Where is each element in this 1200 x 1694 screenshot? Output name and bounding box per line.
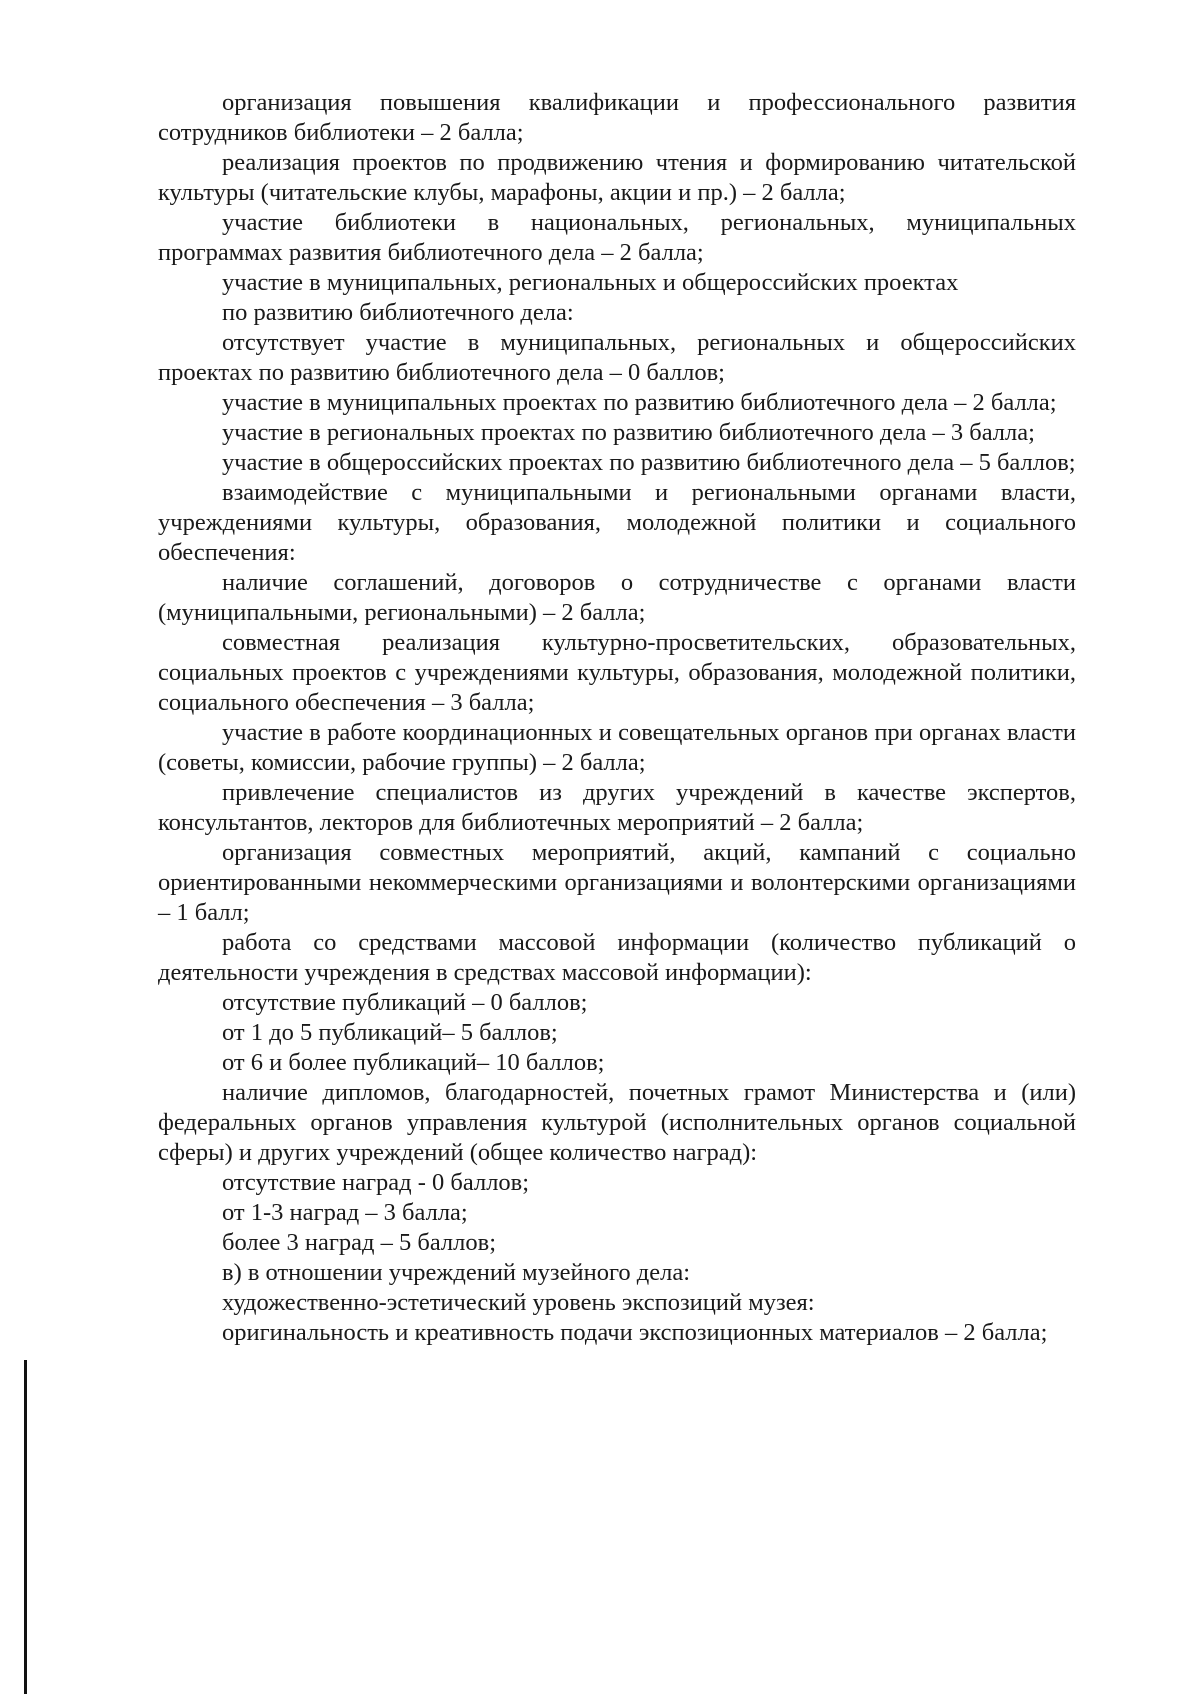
document-paragraph: совместная реализация культурно-просветительских, образовательных, социальных проектов с учреждениями культуры, образования, молодежной политики, социального обеспечения – 3 балла; — [158, 629, 1076, 716]
document-paragraph: организация повышения квалификации и профессионального развития сотрудников библиотеки – 2 балла; — [158, 89, 1076, 146]
document-paragraph: более 3 наград – 5 баллов; — [222, 1229, 496, 1256]
document-paragraph: наличие дипломов, благодарностей, почетных грамот Министерства и (или) федеральных органов управления культурой (исполнительных органов социальной сферы) и других учреждений (общее количество наград): — [158, 1079, 1076, 1166]
document-paragraph: наличие соглашений, договоров о сотрудничестве с органами власти (муниципальными, региональными) – 2 балла; — [158, 569, 1076, 626]
document-paragraph: от 1 до 5 публикаций– 5 баллов; — [222, 1019, 558, 1046]
document-paragraph: отсутствие наград - 0 баллов; — [222, 1169, 530, 1196]
document-paragraph: оригинальность и креативность подачи экспозиционных материалов – 2 балла; — [222, 1319, 1048, 1346]
document-paragraph: реализация проектов по продвижению чтения и формированию читательской культуры (читательские клубы, марафоны, акции и пр.) – 2 балла; — [158, 149, 1076, 206]
document-body — [158, 88, 1076, 1348]
document-paragraph: участие в муниципальных, региональных и общероссийских проектах — [222, 269, 959, 296]
document-paragraph: по развитию библиотечного дела: — [222, 299, 574, 326]
document-paragraph: участие в региональных проектах по развитию библиотечного дела – 3 балла; — [222, 419, 1035, 446]
document-paragraph: взаимодействие с муниципальными и региональными органами власти, учреждениями культуры, образования, молодежной политики и социального обеспечения: — [158, 479, 1076, 566]
document-paragraph: привлечение специалистов из других учреждений в качестве экспертов, консультантов, лекторов для библиотечных мероприятий – 2 балла; — [158, 779, 1076, 836]
document-paragraph: участие в работе координационных и совещательных органов при органах власти (советы, комиссии, рабочие группы) – 2 балла; — [158, 719, 1076, 776]
scan-edge-mark — [24, 1360, 27, 1694]
document-paragraph: работа со средствами массовой информации (количество публикаций о деятельности учреждения в средствах массовой информации): — [158, 929, 1076, 986]
document-paragraph: художественно-эстетический уровень экспозиций музея: — [222, 1289, 815, 1316]
document-paragraph: участие в муниципальных проектах по развитию библиотечного дела – 2 балла; — [222, 389, 1057, 416]
document-paragraph: организация совместных мероприятий, акций, кампаний с социально ориентированными некоммерческими организациями и волонтерскими организациями – 1 балл; — [158, 839, 1076, 926]
document-paragraph: отсутствие публикаций – 0 баллов; — [222, 989, 588, 1016]
document-paragraph: от 1-3 наград – 3 балла; — [222, 1199, 468, 1226]
document-paragraph: в) в отношении учреждений музейного дела: — [222, 1259, 691, 1286]
document-paragraph: отсутствует участие в муниципальных, региональных и общероссийских проектах по развитию библиотечного дела – 0 баллов; — [158, 329, 1076, 386]
document-paragraph: участие в общероссийских проектах по развитию библиотечного дела – 5 баллов; — [222, 449, 1076, 476]
document-paragraph: участие библиотеки в национальных, региональных, муниципальных программах развития библиотечного дела – 2 балла; — [158, 209, 1076, 266]
document-paragraph: от 6 и более публикаций– 10 баллов; — [222, 1049, 605, 1076]
